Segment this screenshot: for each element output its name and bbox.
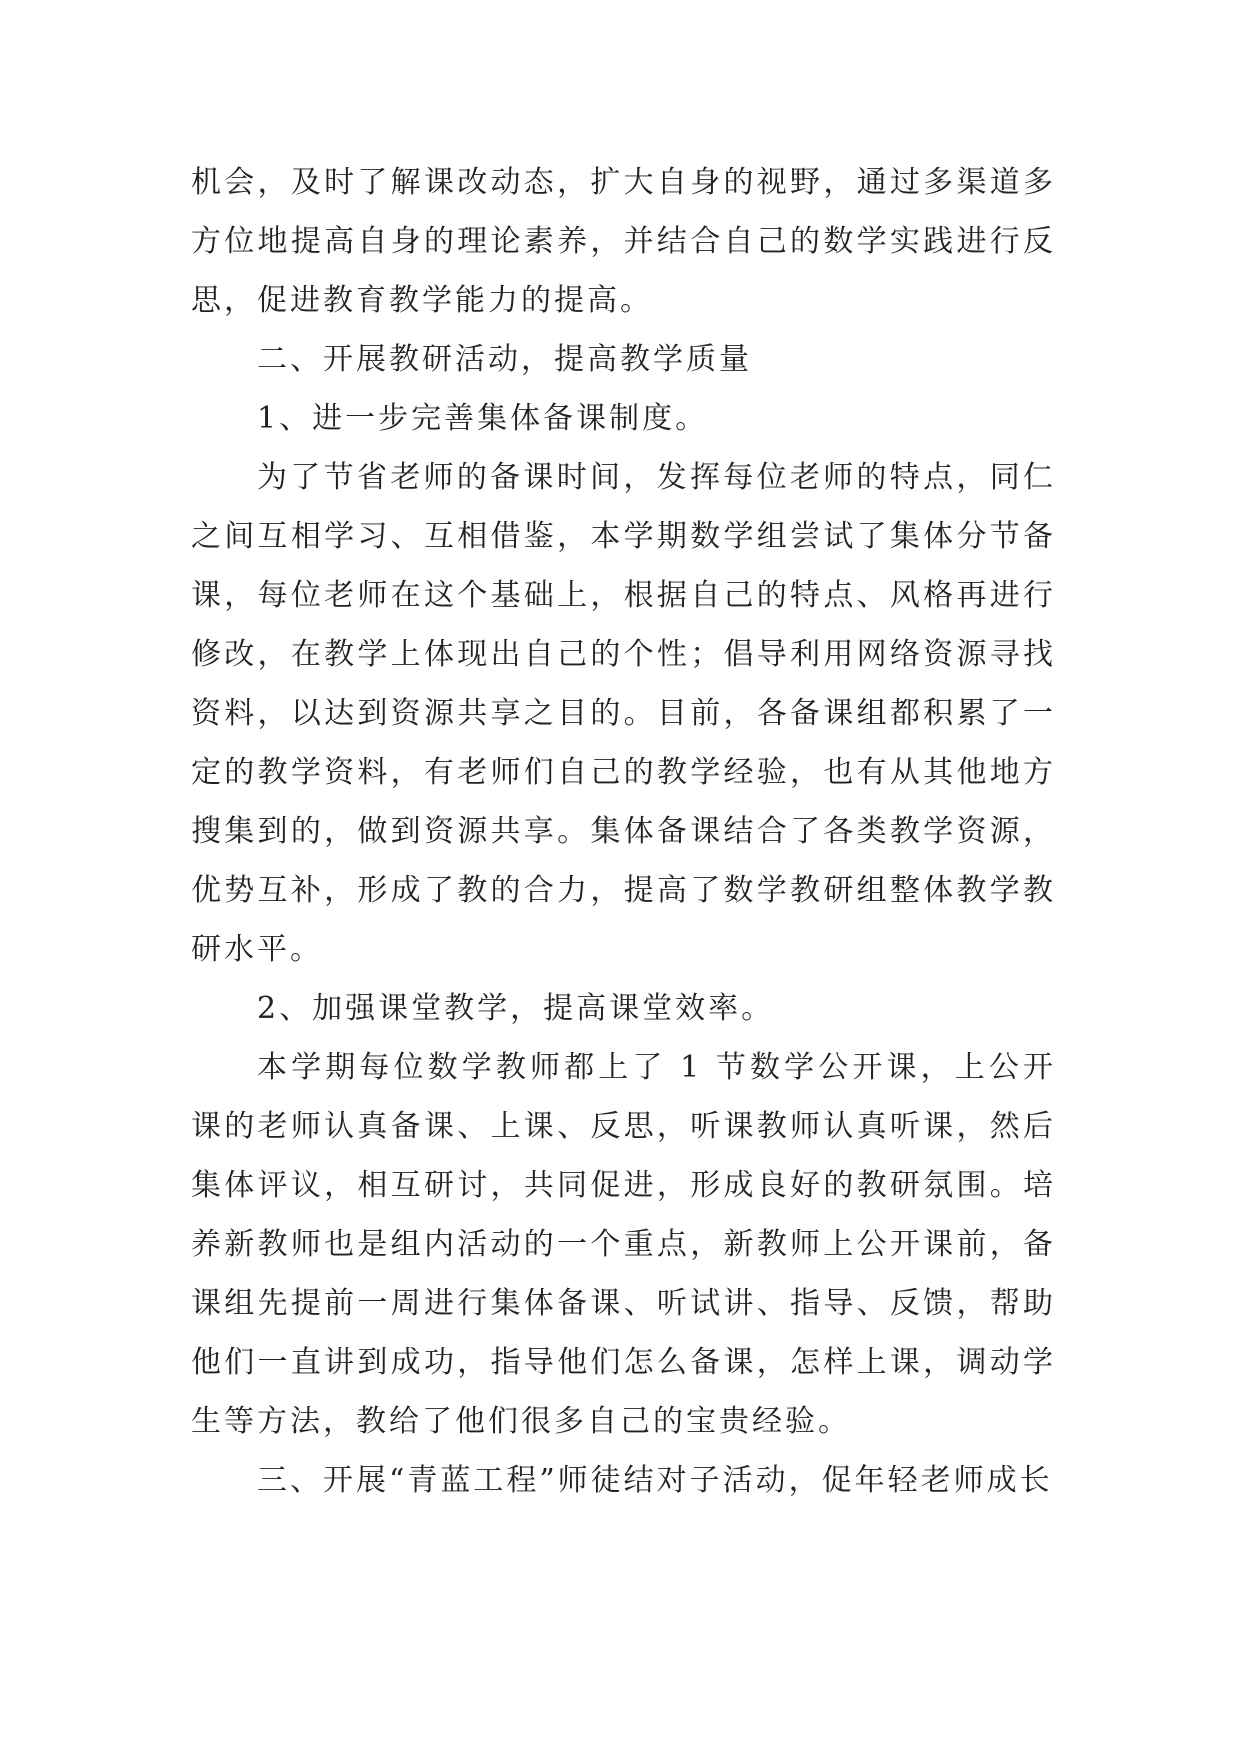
subheading-2: 2、加强课堂教学，提高课堂效率。 [257, 991, 775, 1026]
section-heading-3: 三、开展“青蓝工程”师徒结对子活动，促年轻老师成长 [257, 1463, 1053, 1498]
paragraph-collective-lesson-prep: 为了节省老师的备课时间，发挥每位老师的特点，同仁之间互相学习、互相借鉴，本学期数学组尝试了集体分节备课，每位老师在这个基础上，根据自己的特点、风格再进行修改，在教学上体现出自己的个性；倡导利用网络资源寻找资料，以达到资源共享之目的。目前，各备课组都积累了一定的教学资料，有老师们自己的教学经验，也有从其他地方搜集到的，做到资源共享。集体备课结合了各类教学资源，优势互补，形成了教的合力，提高了数学教研组整体教学教研水平。 [191, 460, 1056, 967]
subheading-1: 1、进一步完善集体备课制度。 [257, 401, 709, 436]
document-body [191, 153, 1056, 1510]
section-heading-2: 二、开展教研活动，提高教学质量 [257, 342, 752, 377]
paragraph-continuation: 机会，及时了解课改动态，扩大自身的视野，通过多渠道多方位地提高自身的理论素养，并结合自己的数学实践进行反思，促进教育教学能力的提高。 [191, 165, 1056, 318]
paragraph-classroom-teaching: 本学期每位数学教师都上了 1 节数学公开课，上公开课的老师认真备课、上课、反思，听课教师认真听课，然后集体评议，相互研讨，共同促进，形成良好的教研氛围。培养新教师也是组内活动的一个重点，新教师上公开课前，备课组先提前一周进行集体备课、听试讲、指导、反馈，帮助他们一直讲到成功，指导他们怎么备课，怎样上课，调动学生等方法，教给了他们很多自己的宝贵经验。 [191, 1050, 1056, 1439]
